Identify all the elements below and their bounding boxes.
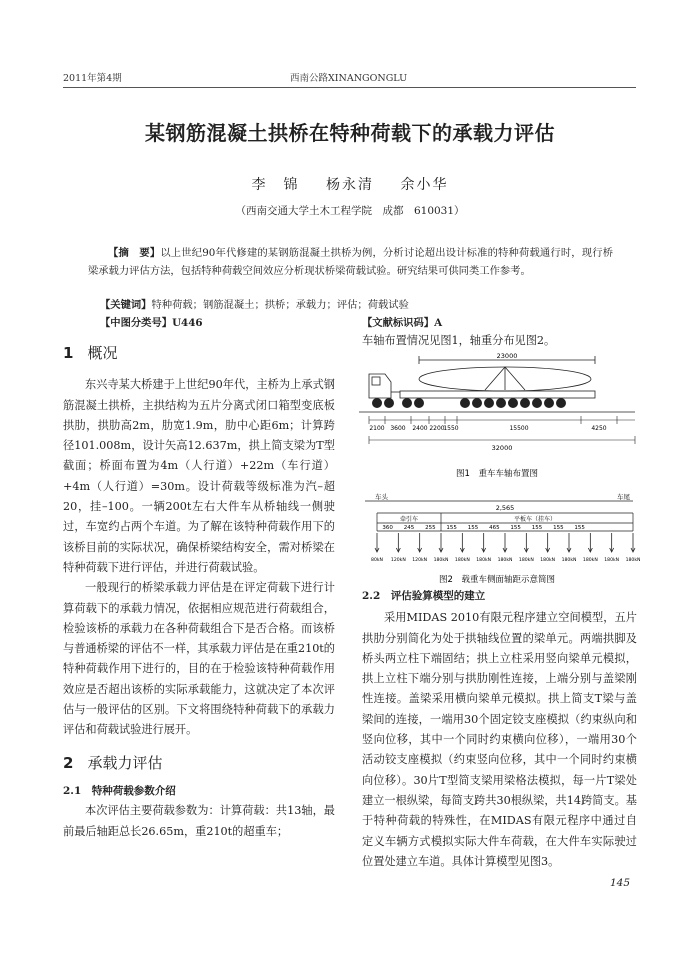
section-2-number: 2 (63, 753, 74, 772)
document-code (362, 314, 442, 329)
section-2-title: 承载力评估 (87, 753, 163, 772)
clc-label: 【中图分类号】 (100, 317, 173, 329)
axle-load-label: 180kN (497, 558, 513, 563)
author-1: 李 锦 (251, 177, 300, 193)
affiliation: （西南交通大学土木工程学院 成都 610031） (235, 205, 465, 217)
keywords-label: 【关键词】 (100, 299, 152, 311)
axle-load-label: 180kN (540, 558, 556, 563)
fig2-tail-label: 车尾 (617, 493, 630, 501)
fig2-tractor-label: 牵引车 (399, 516, 419, 523)
figure-reference-text: 车轴布置情况见图1，轴重分布见图2。 (362, 334, 556, 347)
section-2-heading (63, 753, 335, 773)
subsection-2-2-title: 评估验算模型的建立 (390, 590, 486, 602)
axle-load-label: 180kN (518, 558, 534, 563)
fig1-dim-1: 2100 (369, 425, 385, 432)
subsection-2-1-number: 2.1 (63, 784, 82, 797)
abstract-text: 以上世纪90年代修建的某钢筋混凝土拱桥为例，分析讨论超出设计标准的特种荷载通行时，现行桥梁承载力评估方法，包括特种荷载空间效应分析现状桥梁荷载试验。研究结果可供同类工作参考。 (88, 247, 614, 277)
keywords-text: 特种荷载；钢筋混凝土；拱桥；承载力；评估；荷载试验 (151, 299, 409, 311)
axle-spacing-label: 360 (382, 525, 393, 531)
axle-load-label: 180kN (476, 558, 492, 563)
axle-load-label: 80kN (371, 558, 383, 563)
axle-spacing-label: 465 (489, 525, 500, 531)
axle-spacing-label: 155 (553, 525, 564, 531)
axle-load-label: 120kN (390, 558, 406, 563)
axle-load-label: 180kN (454, 558, 470, 563)
left-column (63, 343, 335, 842)
subsection-2-1-text: 本次评估主要荷载参数为：计算荷载：共13轴，最前最后轴距总长26.65m，重210t的超重车； (63, 804, 335, 838)
subsection-2-1-heading (63, 781, 335, 801)
figure-1-truck-axle-layout (355, 352, 640, 484)
axle-spacing-label: 245 (403, 525, 415, 531)
abstract-label: 【摘 要】 (108, 247, 161, 259)
fig2-total-length: 2,565 (495, 504, 515, 512)
fig1-dim-total: 32000 (491, 444, 513, 452)
fig1-dim-5: 1550 (443, 425, 459, 432)
subsection-2-2-number: 2.2 (362, 590, 381, 602)
fig2-trailer-label: 平板车（挂车） (513, 516, 557, 523)
header-rule (63, 87, 636, 88)
axle-spacing-label: 155 (510, 525, 521, 531)
axle-load-label: 180kN (433, 558, 449, 563)
figure-1-caption: 图1 重车车轴布置图 (456, 469, 538, 479)
section-1-paragraph-1: 东兴寺某大桥建于上世纪90年代，主桥为上承式钢筋混凝土拱桥，主拱结构为五片分离式闭口箱型变底板拱肋，拱肋高2m，肋宽1.9m，肋中心距6m；计算跨径101.008m，设计矢高12.637m，拱上简支梁为T型截面；桥面布置为4m（人行道）+22m（车行道）+4m（人行道）=30m。设计荷载等级标准为汽–超20，挂–100。一辆200t左右大件车从桥轴线一侧驶过，车宽约占两个车道。为了解在该特种荷载作用下的该桥目前的实际状况，确保桥梁结构安全，需对桥梁在特种荷载下进行评估，并进行荷载试验。 (63, 378, 335, 574)
right-column-top (362, 331, 637, 351)
axle-spacing-label: 155 (446, 525, 457, 531)
fig1-dim-7: 4250 (591, 425, 607, 432)
keywords (100, 296, 409, 311)
header-journal: 西南公路XINANGONGLU (290, 73, 408, 84)
page-number: 145 (610, 877, 631, 889)
author-2: 杨永清 (326, 177, 374, 193)
paper-title: 某钢筋混凝土拱桥在特种荷载下的承载力评估 (145, 121, 555, 145)
section-1-number: 1 (63, 344, 74, 362)
figure-2-axle-spacing (355, 487, 640, 587)
subsection-2-1-title: 特种荷载参数介绍 (91, 784, 176, 797)
axle-spacing-label: 155 (467, 525, 479, 531)
fig1-dim-top: 23000 (496, 352, 518, 360)
clc-value: U446 (172, 317, 203, 329)
author-list (0, 174, 700, 194)
fig1-dim-2: 3600 (390, 425, 406, 432)
axle-spacing-label: 155 (531, 525, 543, 531)
right-column-bottom (362, 586, 637, 872)
section-1-paragraph-2: 一般现行的桥梁承载力评估是在评定荷载下进行计算荷载下的承载力情况，依据相应规范进行荷载组合，检验该桥的承载力在各种荷载组合下是否合格。而该桥与普通桥梁的评估不一样，其承载力评估是在重210t的特种荷载作用下进行的，目的在于检验该特种荷载作用效应是否超出该桥的实际承载能力，这就决定了本次评估与一般评估的区别。下文将围绕特种荷载下的承载力评估和荷载试验进行展开。 (63, 581, 335, 737)
axle-load-label: 180kN (625, 558, 640, 563)
fig2-head-label: 车头 (375, 493, 388, 501)
clc-number (100, 314, 203, 329)
figure-2-caption: 图2 载重车侧面轴距示意简图 (439, 575, 555, 585)
axle-load-label: 180kN (561, 558, 577, 563)
section-1-heading (63, 343, 335, 363)
axle-load-label: 120kN (412, 558, 428, 563)
fig1-dim-6: 15500 (509, 425, 529, 432)
fig1-dim-3: 2400 (412, 425, 428, 432)
section-1-title: 概况 (87, 344, 118, 362)
axle-load-label: 180kN (582, 558, 598, 563)
subsection-2-2-heading (362, 586, 637, 606)
fig1-dim-4: 2200 (429, 425, 445, 432)
doc-code-label: 【文献标识码】 (362, 317, 435, 329)
axle-spacing-label: 255 (425, 525, 436, 531)
axle-spacing-label: 155 (574, 525, 585, 531)
header-issue: 2011年第4期 (63, 73, 122, 84)
doc-code-value: A (434, 317, 443, 329)
abstract (88, 245, 613, 280)
axle-load-label: 180kN (604, 558, 620, 563)
subsection-2-2-text: 采用MIDAS 2010有限元程序建立空间模型，五片拱肋分别简化为处于拱轴线位置的梁单元。两端拱脚及桥头两立柱下端固结；拱上立柱采用竖向梁单元模拟，拱上立柱下端分别与拱肋刚性连接，上端分别与盖梁刚性连接。盖梁采用横向梁单元模拟。拱上简支T梁与盖梁间的连接，一端用30个固定铰支座模拟（约束纵向和竖向位移，其中一个同时约束横向位移），一端用30个活动铰支座模拟（约束竖向位移，其中一个同时约束横向位移）。30片T型简支梁用梁格法模拟，每一片T梁处建立一根纵梁，每简支跨共30根纵梁，共14跨简支。基于特种荷载的特殊性，在MIDAS有限元程序中通过自定义车辆方式模拟实际大件车荷载，在大件车实际驶过位置处建立车道。具体计算模型见图3。 (362, 611, 637, 868)
author-3: 余小华 (400, 177, 449, 193)
